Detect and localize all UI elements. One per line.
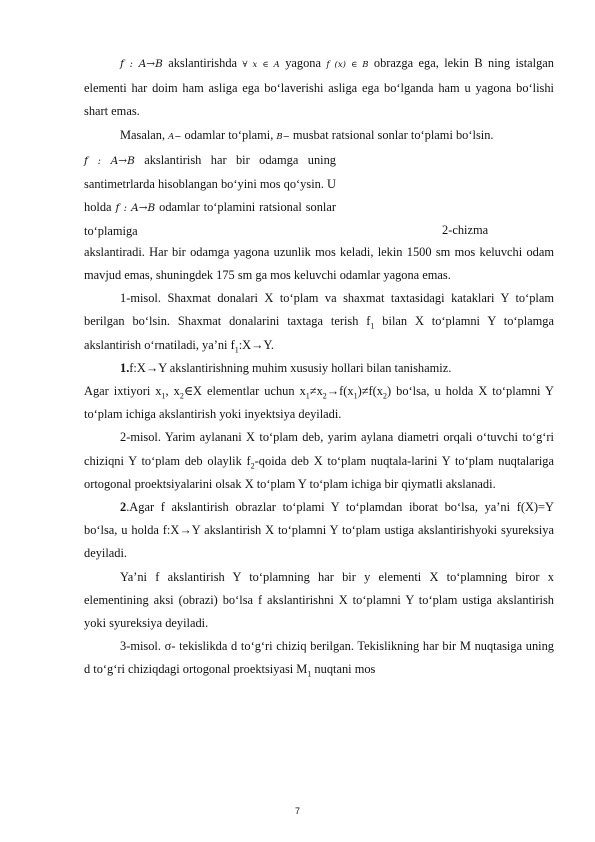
paragraph-case-2: 2.Agar f akslantirish obrazlar to‘plami Y to‘plamdan iborat bo‘lsa, ya’ni f(X)=Y bo‘lsa, u holda f:X→Y akslantirish X to‘plamni Y to‘plam ustiga akslantirishyoki syureksiya deyiladi. [84, 500, 554, 561]
page-number: 7 [294, 806, 300, 816]
paragraph-example-1: 1-misol. Shaxmat donalari X to‘plam va shaxmat taxtasidagi kataklari Y to‘plam berilgan bo‘lsin. Shaxmat donalarini taxtaga terish $f_1$ bilan X to‘plamni Y to‘plamga akslantirish o‘rnatiladi, ya’ni $f_1:X\to Y$. [84, 291, 554, 355]
formula-f-a-to-b: f : A→B [84, 154, 135, 167]
paragraph-3-with-figure [84, 149, 554, 241]
formula-b: B− [276, 131, 290, 142]
formula-f-a-to-b: f : A→B [120, 58, 163, 70]
figure-caption: 2-chizma [442, 222, 489, 237]
paragraph-injection: Agar ixtiyori $x_1$, $x_2\in X$ elementlar uchun $x_1\ne x_2\to f(x_1)\ne f(x_2)$ bo‘lsa, u holda X to‘plamni Y to‘plam ichiga akslantirish yoki inyektsiya deyiladi. [84, 384, 554, 422]
paragraph-1: f : A→B akslantirishda ∀ x ∈ A yagona f (x) ∈ B obrazga ega, lekin B ning istalgan elementi har doim ham asliga ega bo‘laverishi asliga ega bo‘lganda ham u yagona bo‘lishi shart emas. [84, 56, 554, 119]
paragraph-3-continued: akslantiradi. Har bir odamga yagona uzunlik mos keladi, lekin 1500 sm mos keluvchi odam mavjud emas, shuningdek 175 sm ga mos keluvchi odamlar yagona emas. [84, 244, 554, 283]
formula-f-a-to-b: f : A→B [115, 201, 156, 214]
paragraph-surjection: Ya’ni f akslantirish Y to‘plamning har bir y elementi X to‘plamning biror x elementining aksi (obrazi) bo‘lsa f akslantirishni X to‘plamni Y to‘plam ustiga akslantirish yoki syureksiya deyiladi. [84, 569, 554, 631]
formula-fx-in-b: f (x) ∈ B [326, 60, 369, 70]
paragraph-3-left: f : A→B akslantirish har bir odamga uning santimetrlarda hisoblangan bo‘yini mos qo‘ysin. U holda f : A→B odamlar to‘plamini ratsional sonlar to‘plamiga [84, 152, 336, 238]
paragraph-example-2: 2-misol. Yarim aylanani X to‘plam deb, yarim aylana diametri orqali o‘tuvchi to‘g‘ri chiziqni Y to‘plam deb olaylik $f_2$-qoida deb X to‘plam nuqtala-larini Y to‘plam nuqtalariga ortogonal proektsiyalarini olsak X to‘plam Y to‘plam ichiga bir qiymatli akslanadi. [84, 430, 554, 491]
formula-forall: ∀ x ∈ A [242, 60, 280, 70]
formula-a: A− [168, 131, 182, 142]
paragraph-2: Masalan, A− odamlar to‘plami, B− musbat ratsional sonlar to‘plami bo‘lsin. [120, 127, 494, 142]
paragraph-example-3: 3-misol. σ- tekislikda d to‘g‘ri chiziq berilgan. Tekislikning har bir M nuqtasiga uning d to‘g‘ri chiziqdagi ortogonal proektsiyasi $M_1$ nuqtani mos [84, 639, 554, 679]
paragraph-case-1: 1.f:X→Y akslantirishning muhim xususiy hollari bilan tanishamiz. [120, 360, 452, 375]
page-content [84, 52, 554, 682]
